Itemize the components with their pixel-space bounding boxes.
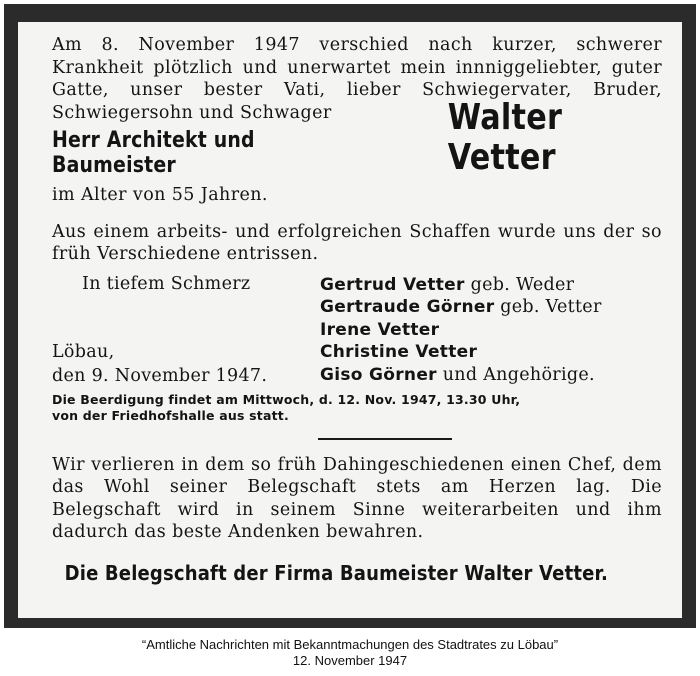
mourner-name: Christine Vetter bbox=[320, 342, 478, 362]
mourner-list bbox=[320, 274, 602, 387]
caption-source: “Amtliche Nachrichten mit Bekanntmachungen des Stadtrates zu Löbau” bbox=[141, 637, 559, 652]
funeral-line: Die Beerdigung findet am Mittwoch, d. 12. Nov. 1947, 13.30 Uhr, bbox=[52, 391, 521, 407]
mourner-suffix: und Angehörige. bbox=[436, 364, 595, 385]
grief-phrase: In tiefem Schmerz bbox=[82, 273, 251, 294]
funeral-line: von der Friedhofshalle aus statt. bbox=[52, 407, 289, 423]
mourner-name: Gertrud Vetter bbox=[320, 274, 465, 295]
mourner-suffix: geb. Vetter bbox=[494, 297, 602, 317]
notice-intro: Am 8. November 1947 verschied nach kurzer, schwerer Krankheit plötzlich und unerwartet mein innniggeliebter, guter Gatte, unser bester Vati, lieber Schwiegervater, Bruder, Schwiegersohn und Schwager bbox=[52, 35, 662, 123]
mourner-name: Gertraude Görner bbox=[320, 297, 495, 317]
mourner-name: Irene Vetter bbox=[320, 319, 440, 340]
notice-frame bbox=[4, 4, 696, 628]
staff-tribute: Wir verlieren in dem so früh Dahingeschiedenen einen Chef, dem das Wohl seiner Belegschaft stets am Herzen lag. Die Belegschaft wird in seinem Sinne weiterarbeiten und ihm dadurch das beste Andenken bewahren. bbox=[52, 454, 662, 542]
mourner-name: Giso Görner bbox=[320, 364, 437, 385]
mourners-block bbox=[52, 274, 662, 386]
mourner-suffix: geb. Weder bbox=[464, 274, 575, 295]
deceased-title: Herr Architekt und Baumeister bbox=[52, 128, 255, 178]
deceased-name: Walter Vetter bbox=[448, 97, 563, 178]
family-tribute: Aus einem arbeits- und erfolgreichen Schaffen wurde uns der so früh Verschiedene entrissen. bbox=[52, 221, 662, 264]
source-caption bbox=[0, 637, 700, 669]
mourner-line bbox=[320, 364, 602, 387]
mourner-line bbox=[320, 296, 602, 319]
date: den 9. November 1947. bbox=[52, 365, 268, 386]
mourner-line bbox=[320, 319, 602, 342]
mourner-line bbox=[320, 274, 602, 297]
obituary-notice bbox=[18, 22, 682, 618]
caption-date: 12. November 1947 bbox=[292, 653, 408, 668]
notice-content bbox=[52, 30, 662, 585]
funeral-info bbox=[52, 392, 662, 424]
deceased-heading bbox=[52, 97, 662, 178]
place: Löbau, bbox=[52, 341, 115, 362]
staff-signature: Die Belegschaft der Firma Baumeister Walter Vetter. bbox=[64, 561, 609, 585]
mourner-line bbox=[320, 341, 602, 364]
deceased-age: im Alter von 55 Jahren. bbox=[52, 185, 268, 205]
place-date bbox=[52, 340, 267, 388]
divider bbox=[318, 438, 452, 440]
